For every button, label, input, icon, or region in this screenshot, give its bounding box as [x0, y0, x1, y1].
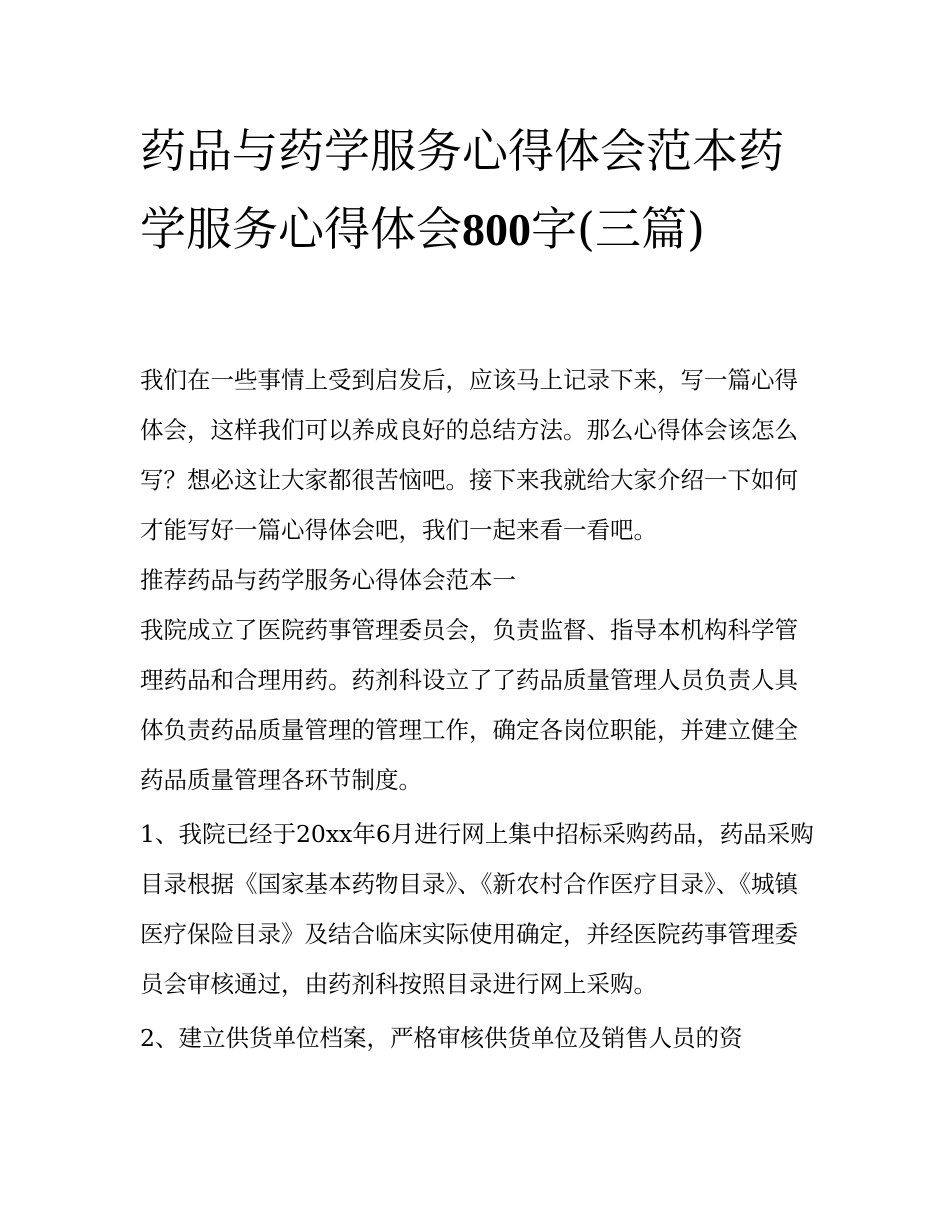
body-paragraph: 我院成立了医院药事管理委员会，负责监督、指导本机构科学管理药品和合理用药。药剂科设立了了药品质量管理人员负责人具体负责药品质量管理的管理工作，确定各岗位职能，并建立健全药品质量管理各环节制度。	[140, 616, 798, 794]
title-text-part2: 字(三篇)	[531, 202, 705, 256]
document-body	[140, 355, 820, 1063]
list-item-1: 1、我院已经于20xx年6月进行网上集中招标采购药品，药品采购目录根据《国家基本药物目录》、《新农村合作医疗目录》、《城镇医疗保险目录》及结合临床实际使用确定，并经医院药事管理委员会审核通过，由药剂科按照目录进行网上采购。	[140, 820, 814, 998]
section-heading: 推荐药品与药学服务心得体会范本一	[140, 566, 516, 594]
intro-paragraph: 我们在一些事情上受到启发后，应该马上记录下来，写一篇心得体会，这样我们可以养成良好的总结方法。那么心得体会该怎么写？想必这让大家都很苦恼吧。接下来我就给大家介绍一下如何才能写好一篇心得体会吧，我们一起来看一看吧。	[140, 366, 798, 544]
title-text-part1: 药品与药学服务心得体会范本药学服务心得体会	[140, 124, 784, 256]
title-number: 800	[462, 204, 531, 255]
document-title	[140, 112, 820, 269]
list-item-2: 2、建立供货单位档案，严格审核供货单位及销售人员的资	[140, 1024, 743, 1052]
